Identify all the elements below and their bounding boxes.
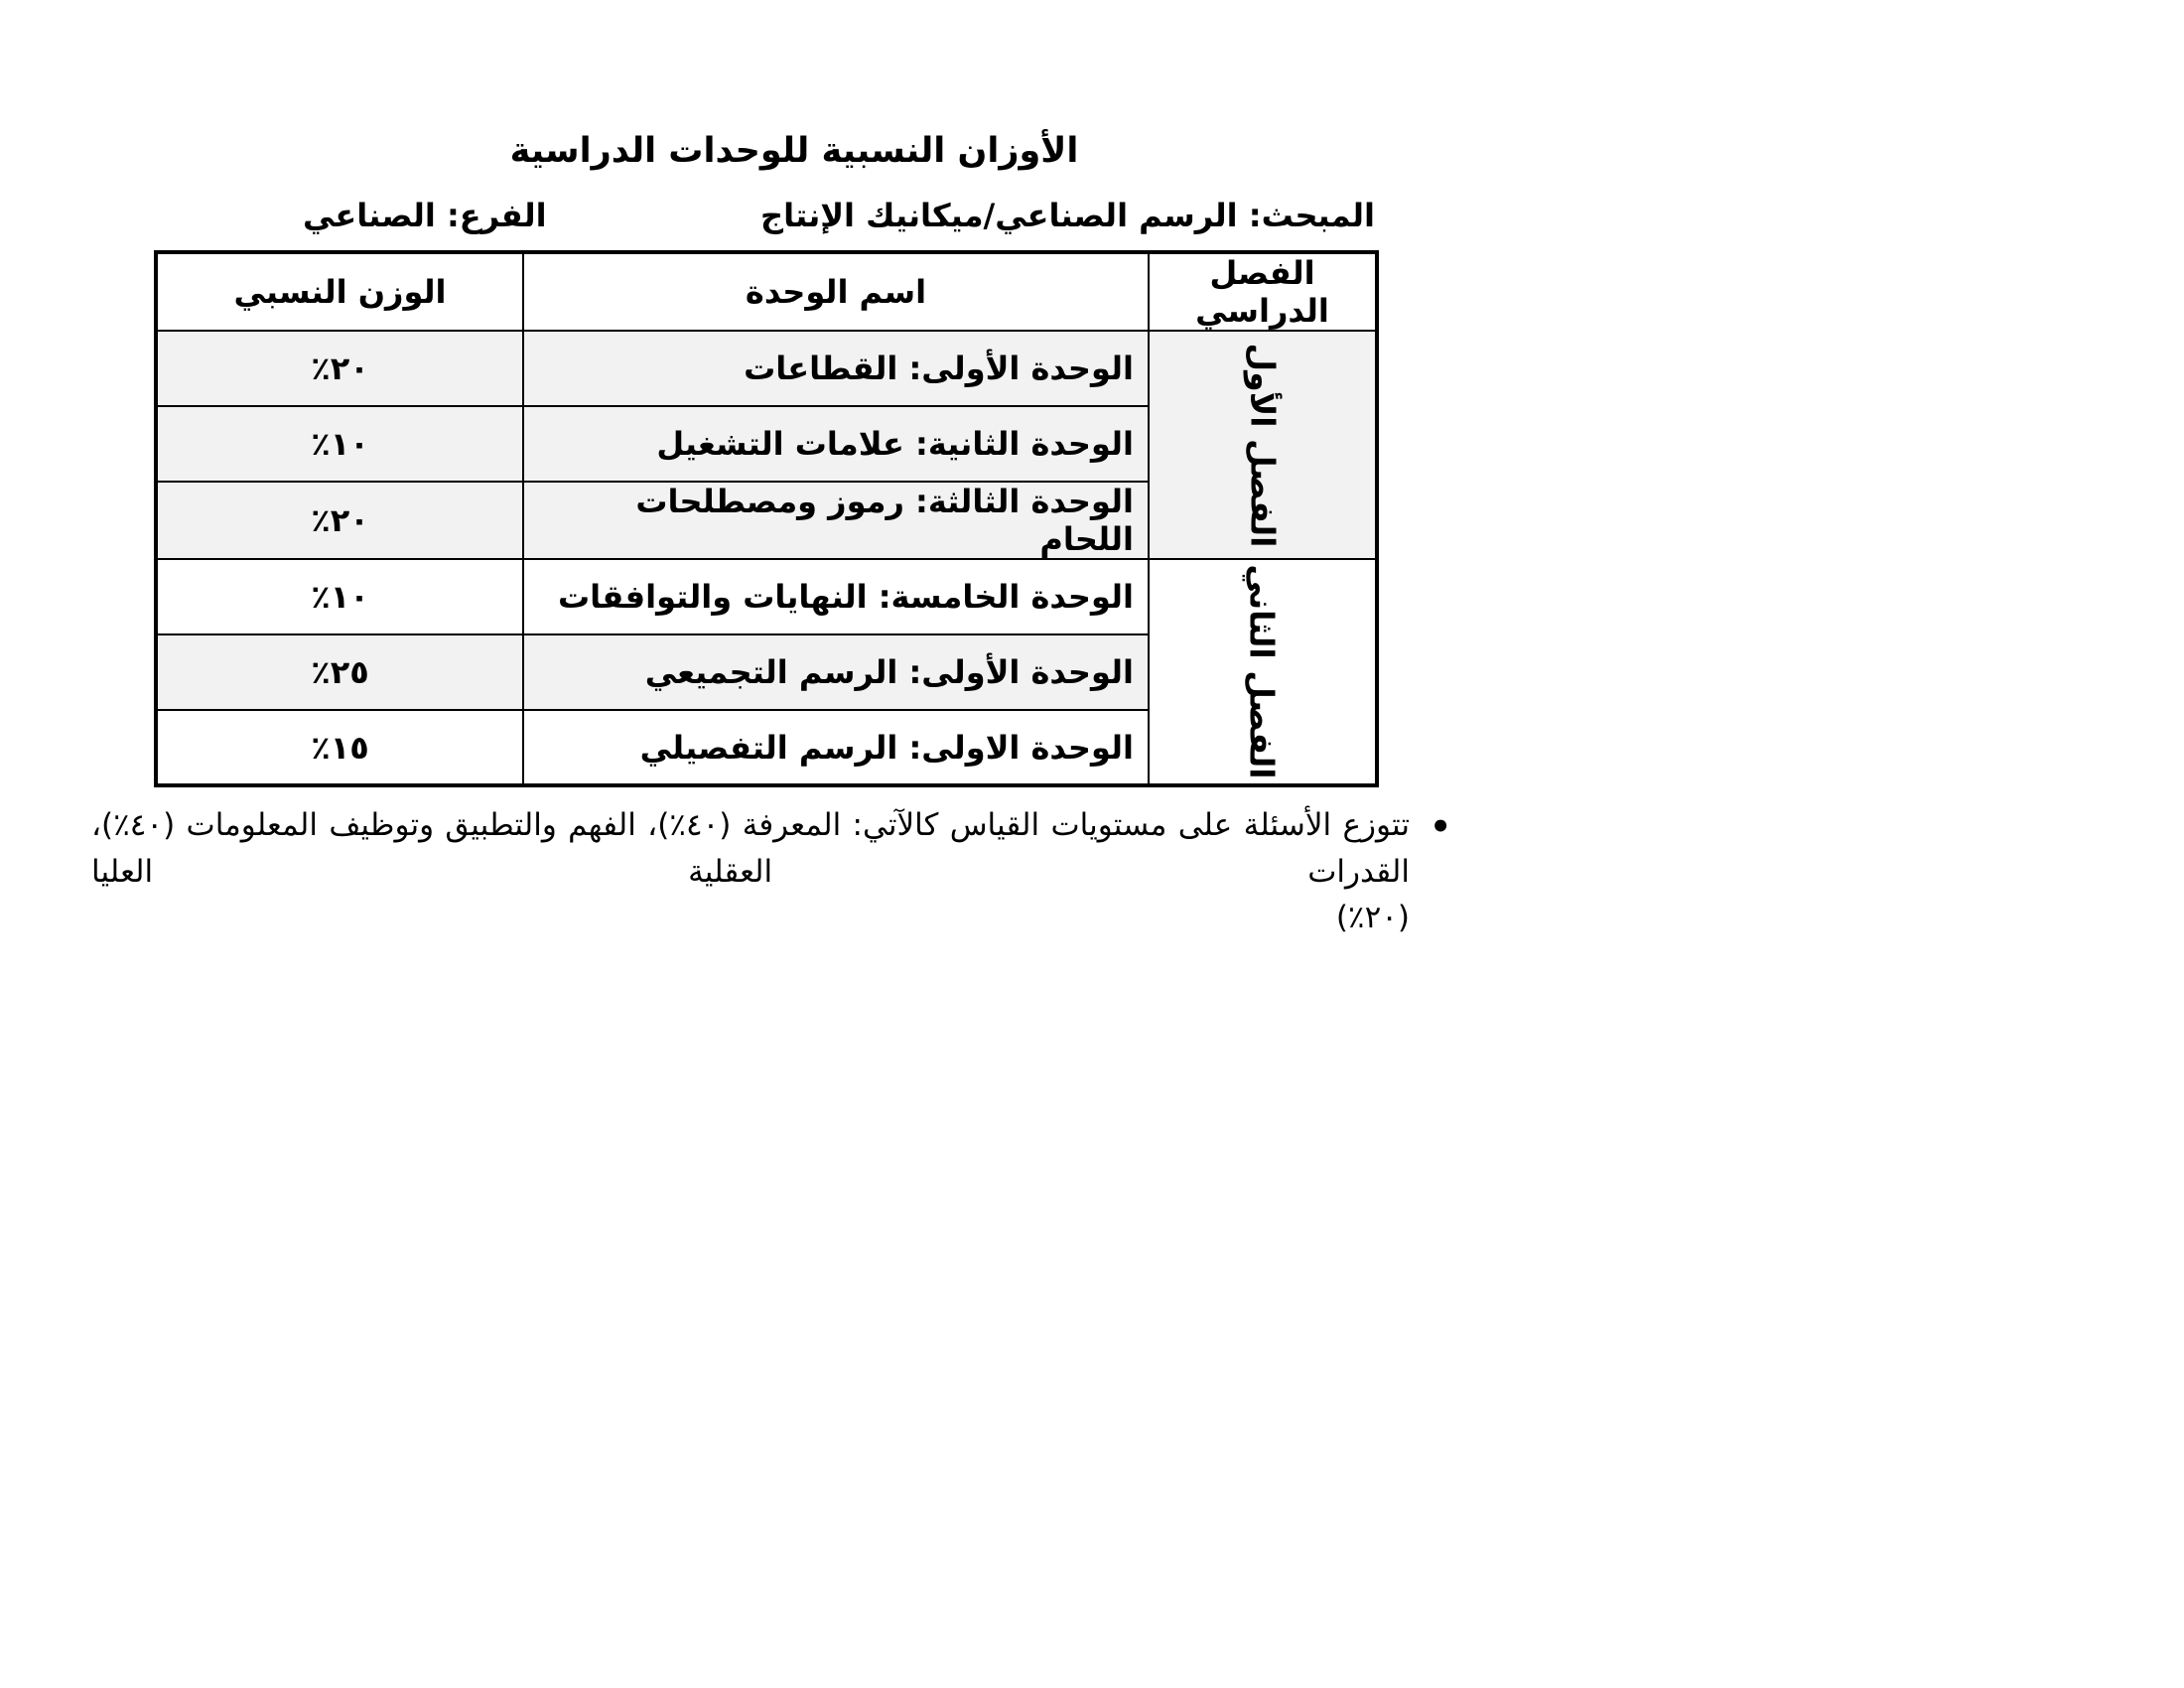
bullet-icon: • xyxy=(1430,807,1451,847)
weight-cell: ٢٠٪ xyxy=(156,331,523,406)
note-line-2: (٢٠٪) xyxy=(1335,900,1410,935)
weight-cell: ١٥٪ xyxy=(156,710,523,785)
semester-cell xyxy=(1149,559,1377,785)
header-unit-name: اسم الوحدة xyxy=(523,252,1149,331)
weight-cell: ١٠٪ xyxy=(156,559,523,634)
weights-table xyxy=(154,250,1379,787)
page-title: الأوزان النسبية للوحدات الدراسية xyxy=(509,131,1079,171)
unit-name-cell: الوحدة الاولى: الرسم التفصيلي xyxy=(523,710,1149,785)
header-relative-weight: الوزن النسبي xyxy=(156,252,523,331)
note-line-1: تتوزع الأسئلة على مستويات القياس كالآتي: المعرفة (٤٠٪)، الفهم والتطبيق وتوظيف المعلومات (٤٠٪)، القدرات العقلية العليا xyxy=(91,807,1410,890)
branch-label: الفرع: الصناعي xyxy=(303,197,547,234)
table-header-row xyxy=(156,252,1377,331)
subject-label: المبحث: الرسم الصناعي/ميكانيك الإنتاج xyxy=(760,197,1375,234)
semester-cell xyxy=(1149,331,1377,559)
table-row xyxy=(156,331,1377,406)
unit-name-cell: الوحدة الخامسة: النهايات والتوافقات xyxy=(523,559,1149,634)
weight-cell: ١٠٪ xyxy=(156,406,523,482)
unit-name-cell: الوحدة الأولى: القطاعات xyxy=(523,331,1149,406)
weight-cell: ٢٠٪ xyxy=(156,482,523,559)
semester-label: الفصل الثاني xyxy=(1242,564,1282,779)
semester-label: الفصل الأول xyxy=(1242,343,1282,547)
subject-row xyxy=(154,197,1375,234)
unit-name-cell: الوحدة الأولى: الرسم التجميعي xyxy=(523,634,1149,710)
unit-name-cell: الوحدة الثالثة: رموز ومصطلحات اللحام xyxy=(523,482,1149,559)
weight-cell: ٢٥٪ xyxy=(156,634,523,710)
note-text xyxy=(91,802,1451,941)
table-row xyxy=(156,559,1377,634)
note xyxy=(91,802,1451,941)
unit-name-cell: الوحدة الثانية: علامات التشغيل xyxy=(523,406,1149,482)
header-semester: الفصل الدراسي xyxy=(1149,252,1377,331)
